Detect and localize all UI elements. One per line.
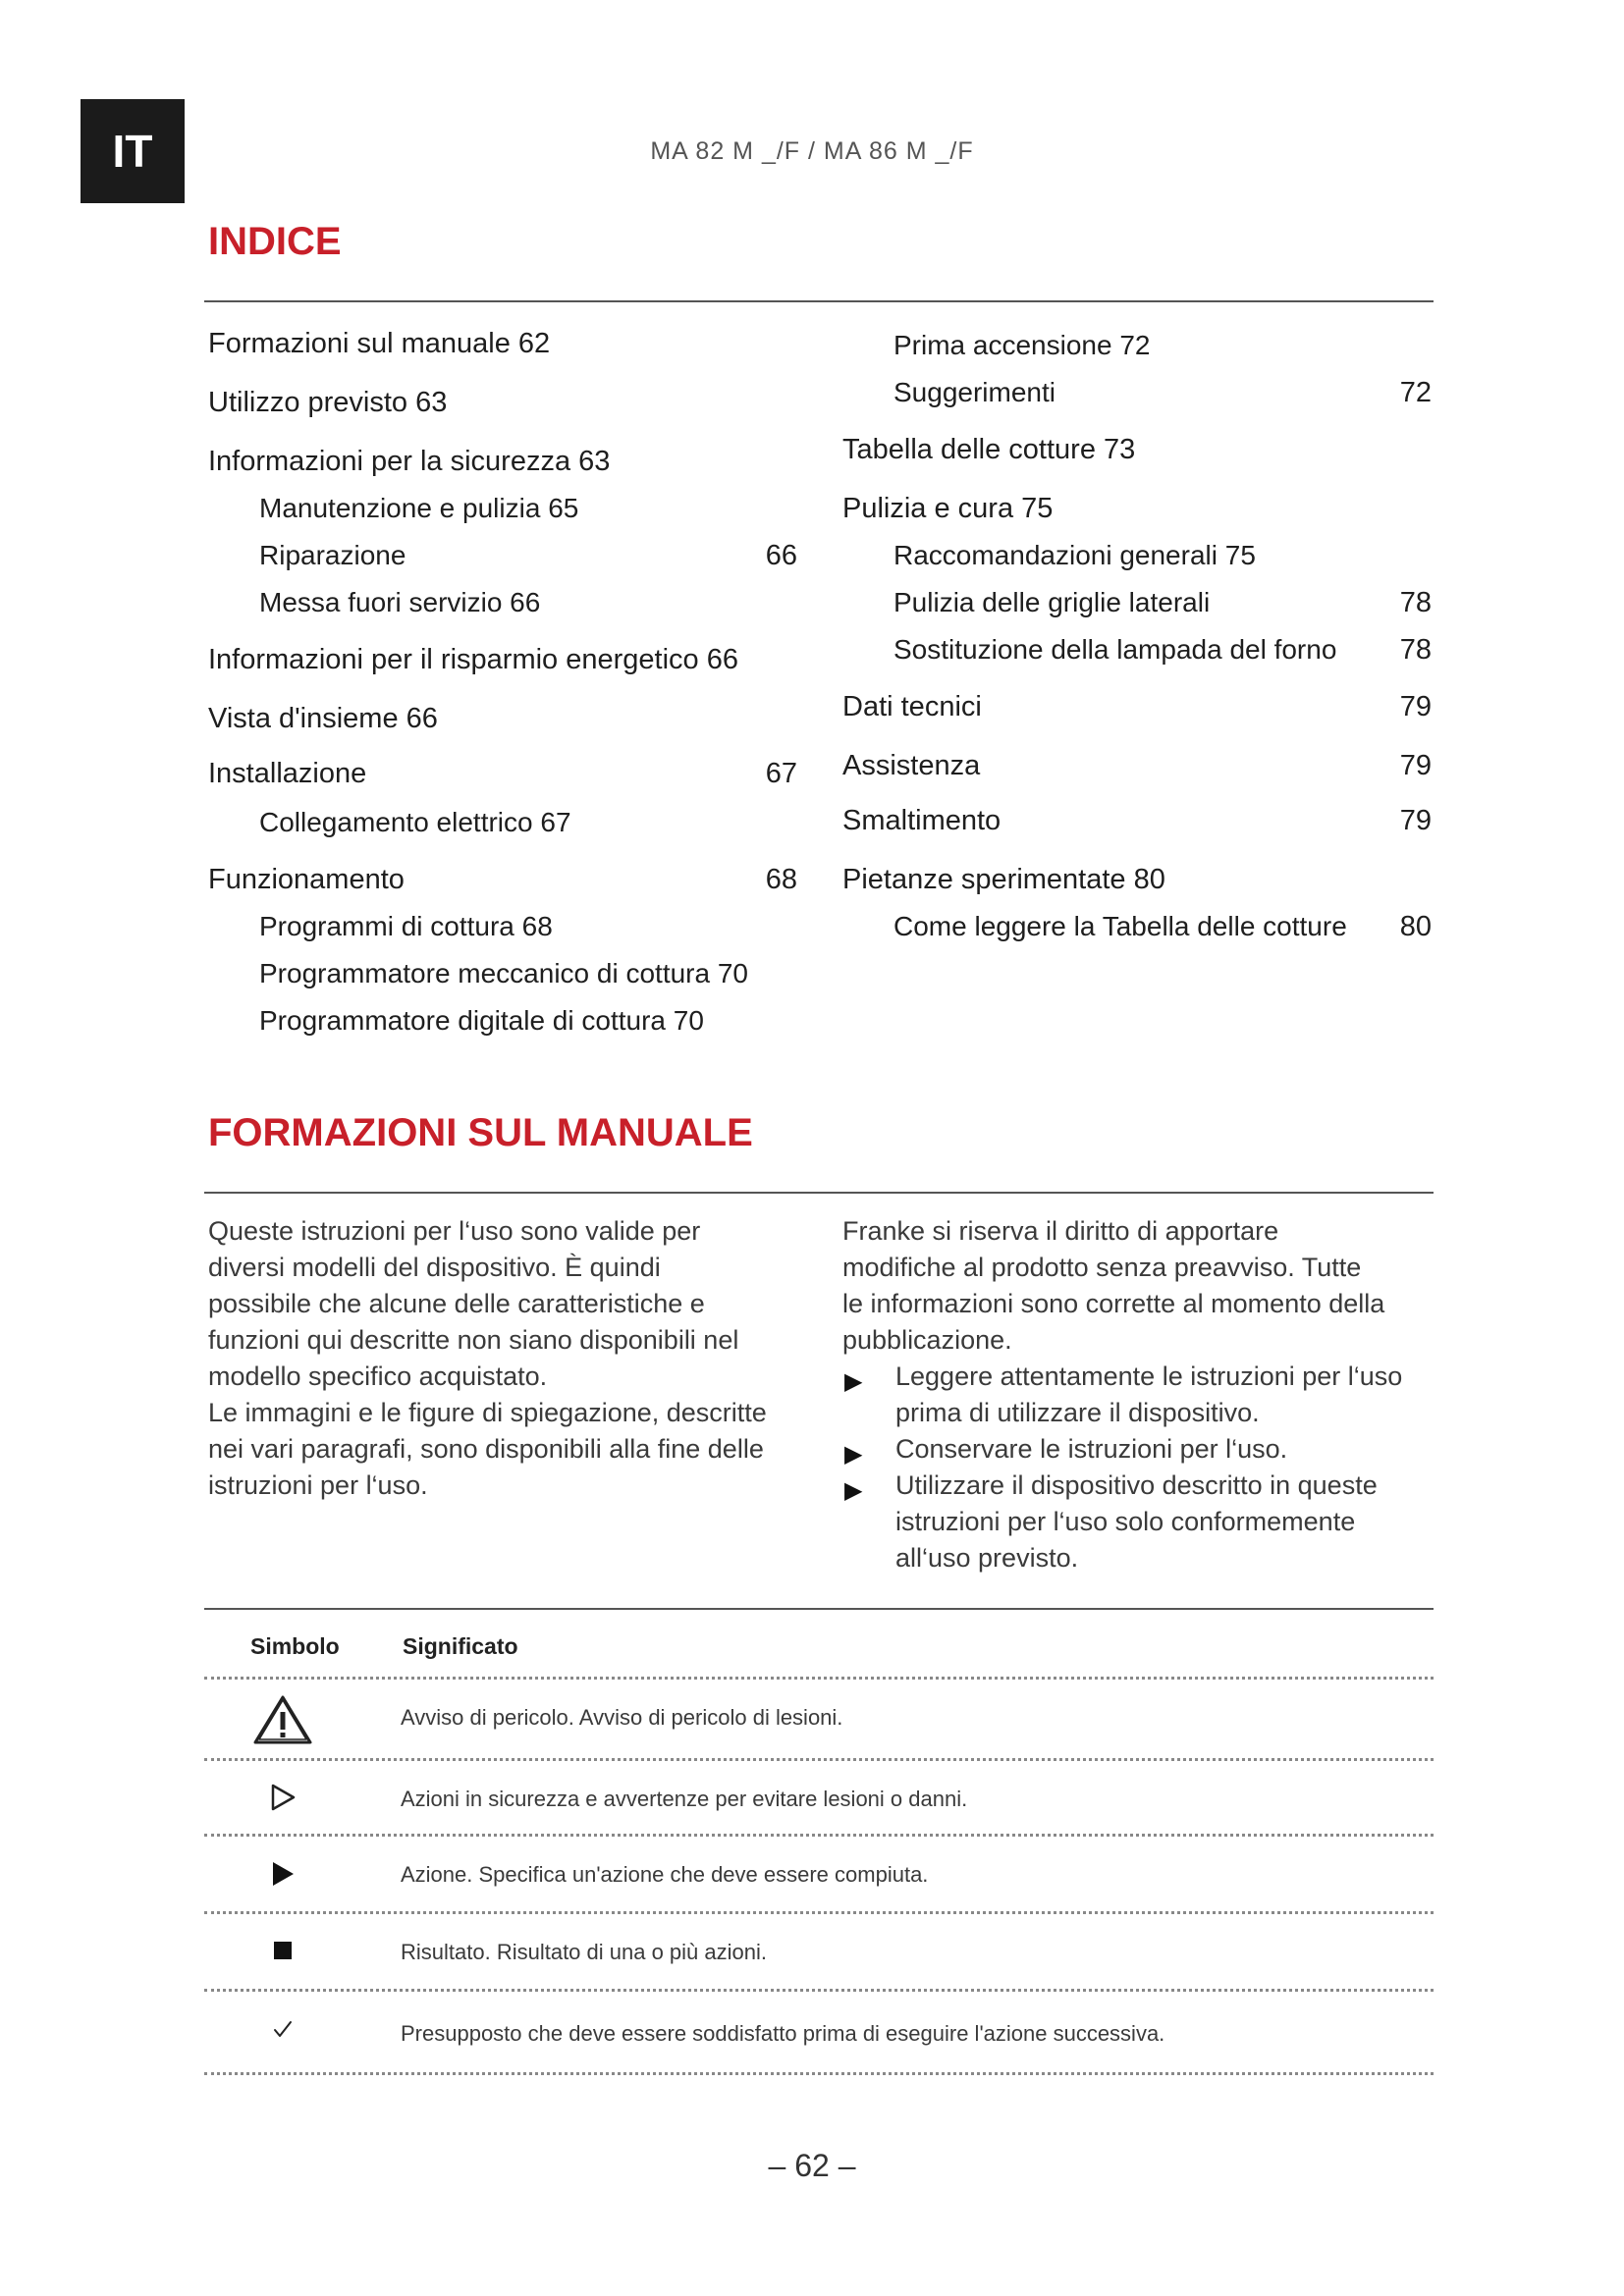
toc-entry[interactable]: Funzionamento <box>208 864 405 895</box>
checkmark-icon <box>234 2019 332 2039</box>
toc-page-number: 66 <box>765 540 797 571</box>
toc-subentry[interactable]: Collegamento elettrico 67 <box>259 807 571 837</box>
symbol-meaning: Risultato. Risultato di una o più azioni. <box>401 1940 767 1964</box>
toc-subentry[interactable]: Prima accensione 72 <box>893 330 1151 360</box>
toc-entry[interactable]: Dati tecnici <box>842 691 982 722</box>
toc-entry[interactable]: Tabella delle cotture 73 <box>842 434 1136 465</box>
action-bullet: ▶ Conservare le istruzioni per l‘uso. <box>842 1431 1432 1468</box>
toc-entry[interactable]: Installazione <box>208 758 367 789</box>
action-bullet-list <box>842 1359 1432 1576</box>
toc-subentry[interactable]: Messa fuori servizio 66 <box>259 587 541 617</box>
toc-entry[interactable]: Informazioni per il risparmio energetico 66 <box>208 644 738 675</box>
toc-subentry[interactable]: Programmatore digitale di cottura 70 <box>259 1005 704 1036</box>
model-header: MA 82 M _/F / MA 86 M _/F <box>650 137 974 165</box>
toc-subentry[interactable]: Suggerimenti <box>893 377 1056 407</box>
action-arrow-icon: ▶ <box>844 1441 863 1468</box>
language-badge: IT <box>81 99 185 203</box>
toc-entry[interactable]: Smaltimento <box>842 805 1001 836</box>
toc-page-number: 79 <box>1399 750 1432 781</box>
column-header-symbol: Simbolo <box>250 1633 340 1659</box>
toc-entry[interactable]: Formazioni sul manuale 62 <box>208 328 551 359</box>
toc-entry[interactable]: Assistenza <box>842 750 981 781</box>
action-arrow-icon: ▶ <box>844 1368 863 1395</box>
symbol-row <box>204 1761 1434 1837</box>
toc-subentry[interactable]: Raccomandazioni generali 75 <box>893 540 1256 570</box>
symbol-table <box>204 1612 1434 2075</box>
toc-subentry[interactable]: Manutenzione e pulizia 65 <box>259 493 579 523</box>
symbol-row <box>204 1837 1434 1914</box>
manual-divider <box>204 1192 1434 1194</box>
index-title: INDICE <box>208 220 342 263</box>
filled-triangle-icon <box>234 1859 332 1889</box>
action-arrow-icon: ▶ <box>844 1477 863 1504</box>
action-bullet: ▶ Utilizzare il dispositivo descritto in queste istruzioni per l‘uso solo conformemente all‘uso previsto. <box>844 1470 1378 1573</box>
toc-page-number: 79 <box>1399 805 1432 836</box>
toc-page-number: 68 <box>765 864 797 895</box>
toc-page-number: 72 <box>1399 377 1432 408</box>
toc-subentry[interactable]: Pulizia delle griglie laterali <box>893 587 1211 617</box>
manual-right-paragraph: Franke si riserva il diritto di apportare modifiche al prodotto senza preavviso. Tutte le informazioni sono corrette al momento della pubblicazione. <box>842 1216 1385 1355</box>
symbol-table-header <box>204 1612 1434 1680</box>
action-bullet: ▶ Leggere attentamente le istruzioni per l‘uso prima di utilizzare il dispositivo. <box>844 1362 1403 1427</box>
filled-square-icon <box>234 1941 332 1960</box>
symbol-row <box>204 1992 1434 2075</box>
symbol-meaning: Avviso di pericolo. Avviso di pericolo di lesioni. <box>401 1705 843 1730</box>
toc-entry[interactable]: Vista d'insieme 66 <box>208 703 438 734</box>
manual-section-title: FORMAZIONI SUL MANUALE <box>208 1111 753 1154</box>
symbol-meaning: Azioni in sicurezza e avvertenze per evitare lesioni o danni. <box>401 1787 968 1811</box>
symbol-meaning: Azione. Specifica un'azione che deve essere compiuta. <box>401 1862 929 1887</box>
toc-entry[interactable]: Utilizzo previsto 63 <box>208 387 448 418</box>
page-number: – 62 – <box>768 2148 856 2183</box>
symbol-table-top-rule <box>204 1608 1434 1610</box>
toc-page-number: 78 <box>1399 634 1432 666</box>
toc-page-number: 79 <box>1399 691 1432 722</box>
toc-entry[interactable]: Pietanze sperimentate 80 <box>842 864 1165 895</box>
outline-triangle-icon <box>234 1783 332 1812</box>
manual-left-paragraph: Queste istruzioni per l‘uso sono valide per diversi modelli del dispositivo. È quindi possibile che alcune delle caratteristiche e funzioni qui descritte non siano disponibili nel modello specifico acquistato. Le immagini e le figure di spiegazione, descritte nei vari paragrafi, sono disponibili alla fine delle istruzioni per l‘uso. <box>208 1216 767 1500</box>
symbol-meaning: Presupposto che deve essere soddisfatto prima di eseguire l'azione successiva. <box>401 2021 1165 2046</box>
toc-page-number: 67 <box>765 758 797 789</box>
index-divider <box>204 300 1434 302</box>
toc-subentry[interactable]: Riparazione <box>259 540 406 570</box>
toc-page-number: 78 <box>1399 587 1432 618</box>
toc-entry[interactable]: Pulizia e cura 75 <box>842 493 1054 524</box>
toc-subentry[interactable]: Sostituzione della lampada del forno <box>893 634 1337 665</box>
toc-entry[interactable]: Informazioni per la sicurezza 63 <box>208 446 611 477</box>
symbol-row <box>204 1914 1434 1992</box>
toc-subentry[interactable]: Programmatore meccanico di cottura 70 <box>259 958 748 988</box>
toc-subentry[interactable]: Come leggere la Tabella delle cotture <box>893 911 1347 941</box>
warning-triangle-icon <box>234 1693 332 1746</box>
toc-page-number: 80 <box>1399 911 1432 942</box>
column-header-meaning: Significato <box>403 1633 518 1659</box>
toc-subentry[interactable]: Programmi di cottura 68 <box>259 911 553 941</box>
symbol-row <box>204 1680 1434 1761</box>
